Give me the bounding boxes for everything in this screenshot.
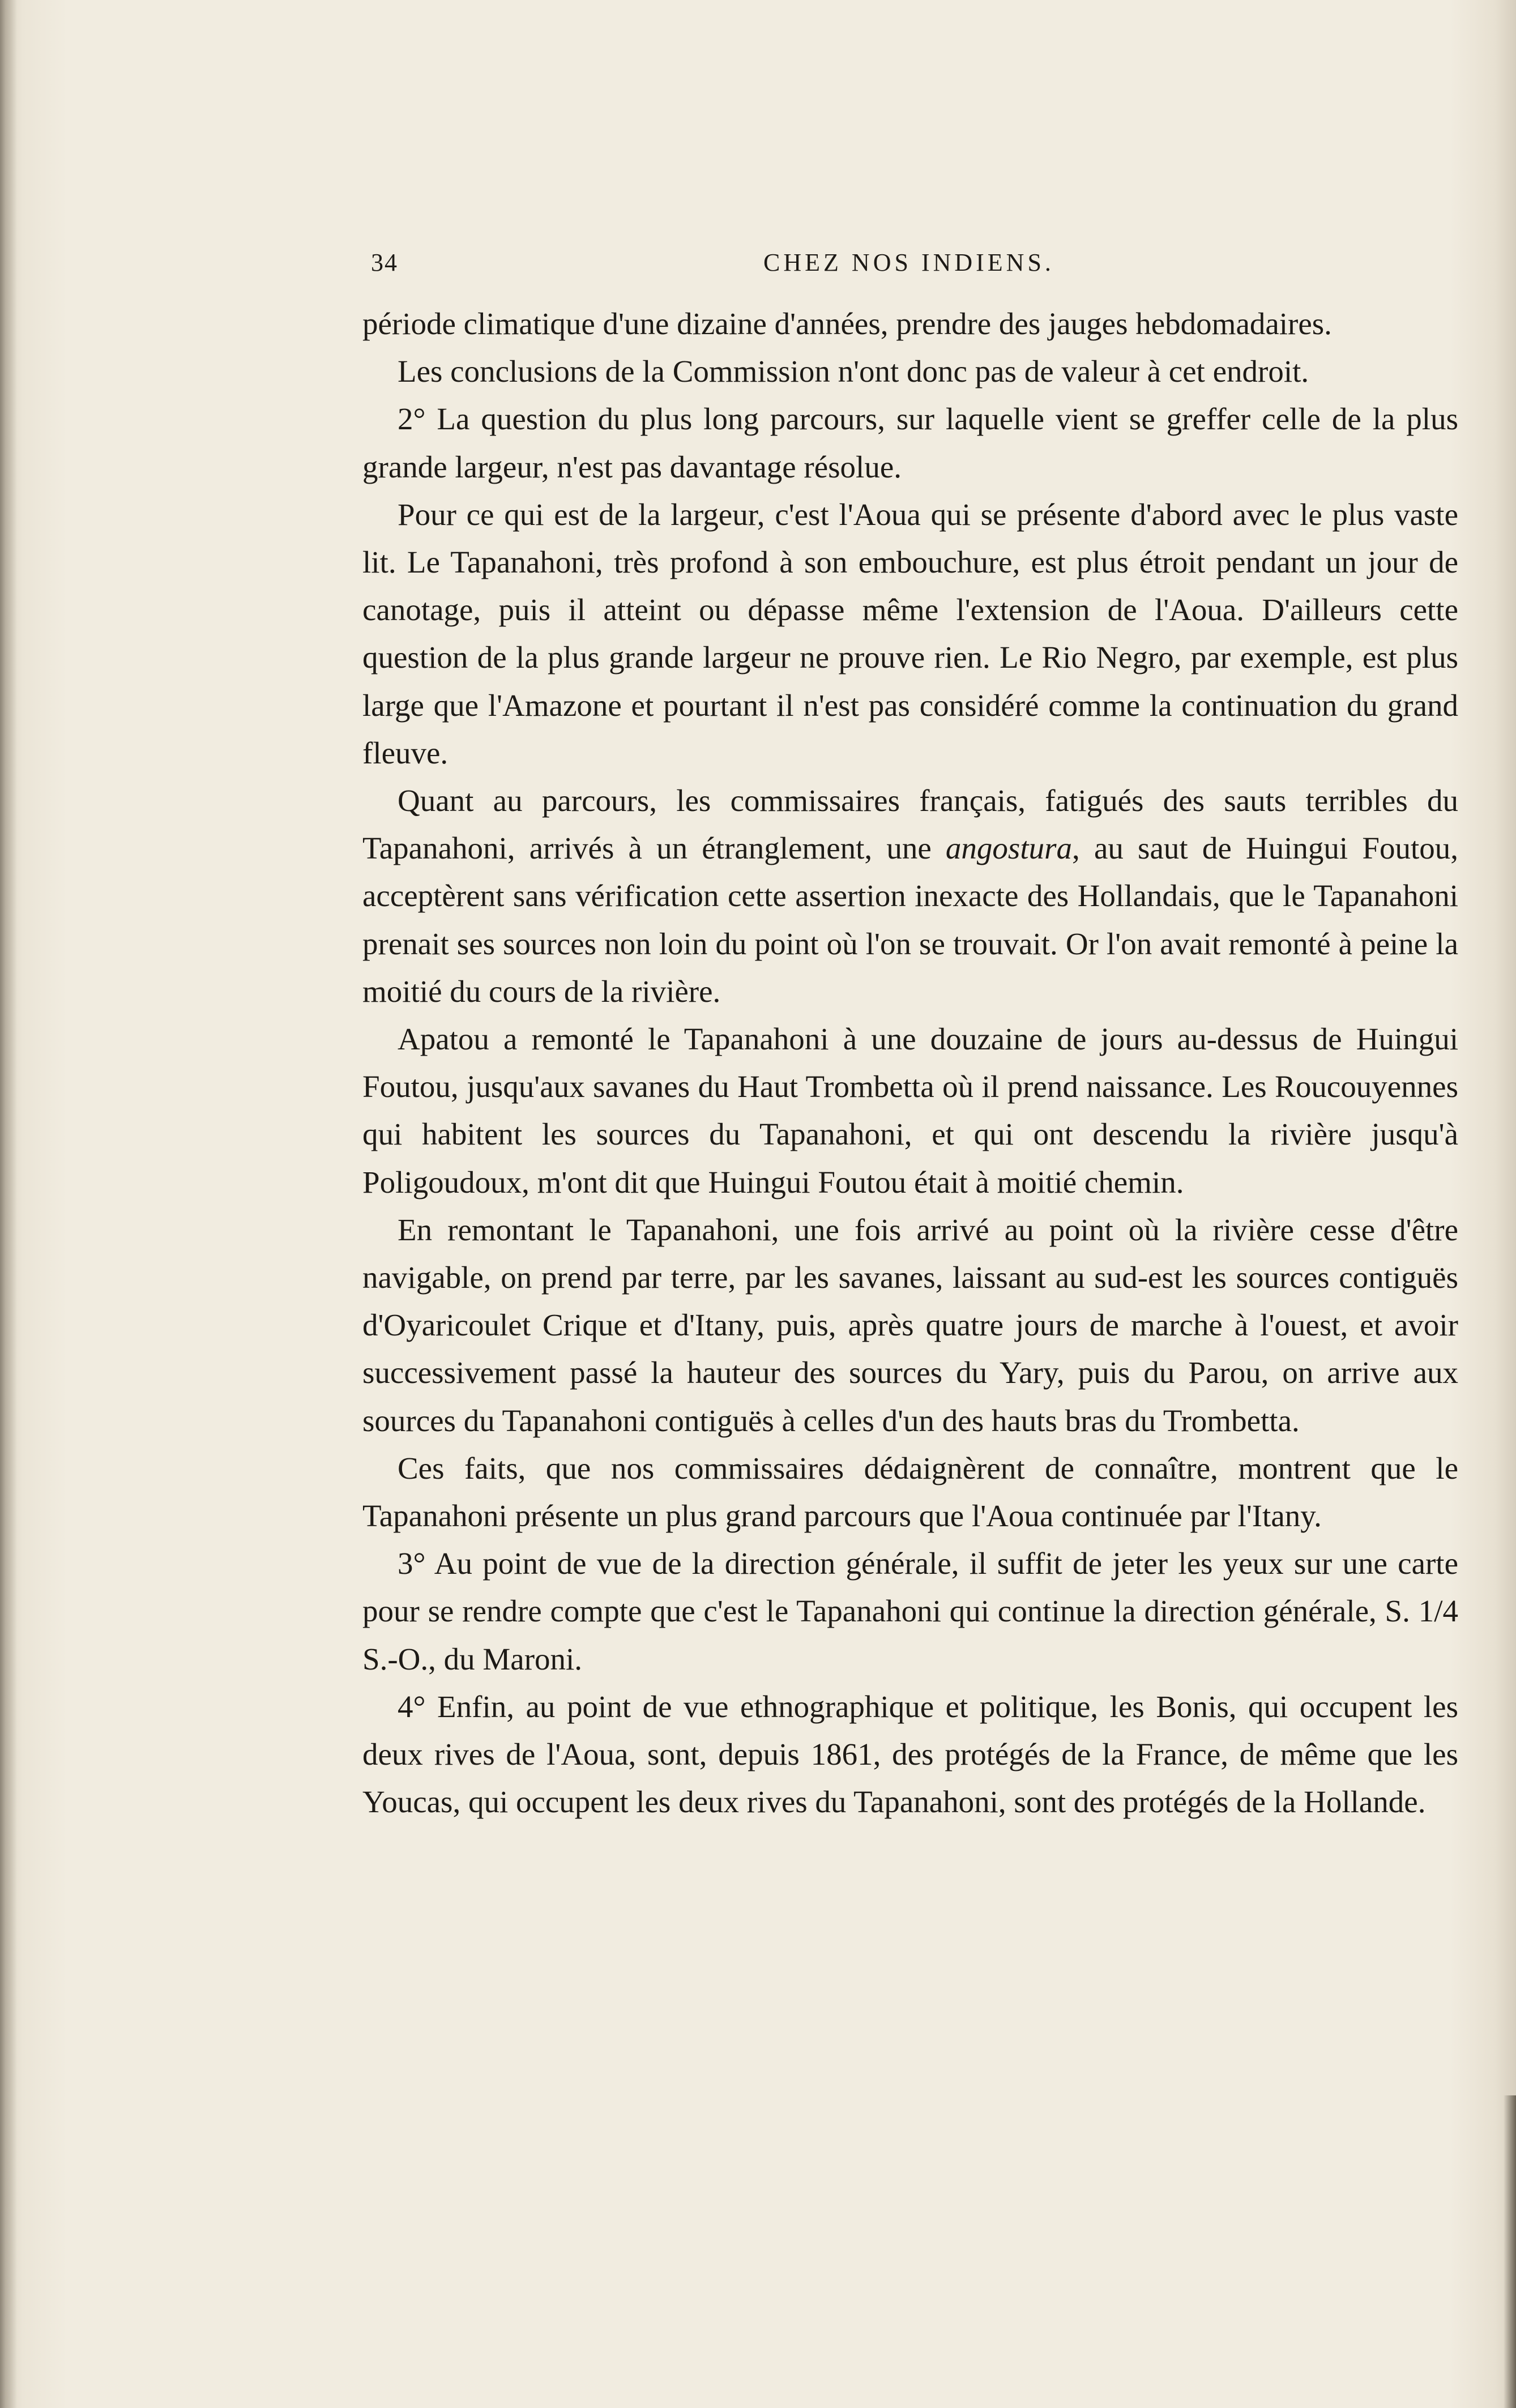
book-spine-shadow [0,0,17,2408]
page-edge-shadow [1504,2095,1516,2408]
paragraph: Apatou a remonté le Tapanahoni à une douzaine de jours au-dessus de Huingui Foutou, jusqu'aux savanes du Haut Trombetta où il prend naissance. Les Roucouyennes qui habitent les sources du Tapanahoni, et qui ont descendu la rivière jusqu'à Poligoudoux, m'ont dit que Huingui Foutou était à moitié chemin. [362,1022,1458,1199]
running-head [371,248,1461,282]
running-title: CHEZ NOS INDIENS. [763,249,1054,276]
paragraph: Les conclusions de la Commission n'ont donc pas de valeur à cet endroit. [398,354,1309,389]
paragraph: 3° Au point de vue de la direction générale, il suffit de jeter les yeux sur une carte pour se rendre compte que c'est le Tapanahoni qui continue la direction générale, S. 1/4 S.-O., du Maroni. [362,1546,1458,1676]
paragraph: 2° La question du plus long parcours, sur laquelle vient se greffer celle de la plus grande largeur, n'est pas davantage résolue. [362,402,1458,484]
paragraph [362,777,1458,1015]
page-number: 34 [371,249,398,276]
body-text [362,300,1458,1826]
paragraph: En remontant le Tapanahoni, une fois arrivé au point où la rivière cesse d'être navigable, on prend par terre, par les savanes, laissant au sud-est les sources contiguës d'Oyaricoulet Crique et d'Itany, puis, après quatre jours de marche à l'ouest, et avoir successivement passé la hauteur des sources du Yary, puis du Parou, on arrive aux sources du Tapanahoni contiguës à celles d'un des hauts bras du Trombetta. [362,1212,1458,1438]
paragraph-text: , au saut de Huingui Foutou, acceptèrent sans vérification cette assertion inexacte des Hollandais, que le Tapanahoni prenait ses sources non loin du point où l'on se trouvait. Or l'on avait remonté à peine la moitié du cours de la rivière. [362,831,1458,1009]
italic-term: angostura [945,831,1073,866]
paragraph: période climatique d'une dizaine d'années, prendre des jauges hebdomadaires. [362,306,1332,341]
paragraph-text: Quant au parcours, les commissaires français, fatigués des sauts terribles du Tapanahoni, arrivés à un étranglement, une [362,783,1458,866]
paragraph: Ces faits, que nos commissaires dédaignèrent de connaître, montrent que le Tapanahoni présente un plus grand parcours que l'Aoua continuée par l'Itany. [362,1450,1458,1534]
paragraph: 4° Enfin, au point de vue ethnographique et politique, les Bonis, qui occupent les deux rives de l'Aoua, sont, depuis 1861, des protégés de la France, de même que les Youcas, qui occupent les deux rives du Tapanahoni, sont des protégés de la Hollande. [362,1689,1458,1820]
paragraph: Pour ce qui est de la largeur, c'est l'Aoua qui se présente d'abord avec le plus vaste lit. Le Tapanahoni, très profond à son embouchure, est plus étroit pendant un jour de canotage, puis il atteint ou dépasse même l'extension de l'Aoua. D'ailleurs cette question de la plus grande largeur ne prouve rien. Le Rio Negro, par exemple, est plus large que l'Amazone et pourtant il n'est pas considéré comme la continuation du grand fleuve. [362,497,1458,770]
